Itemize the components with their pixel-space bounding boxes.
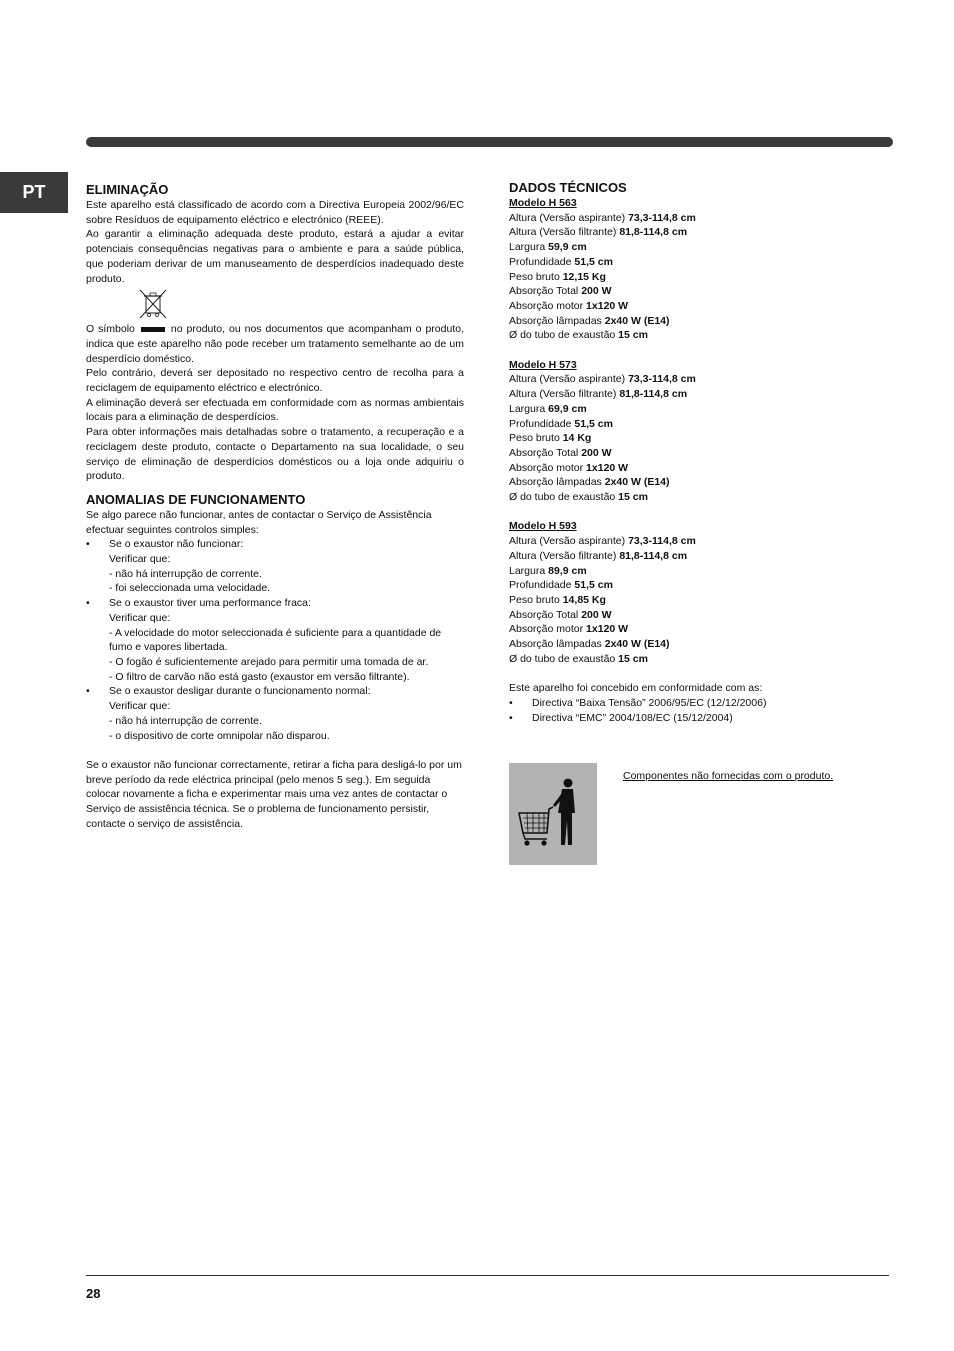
spec-row — [509, 446, 869, 461]
spec-value: 73,3-114,8 cm — [628, 535, 696, 548]
spec-value: 2x40 W (E14) — [604, 314, 670, 327]
spec-value: 2x40 W (E14) — [604, 638, 670, 651]
spec-value: 81,8-114,8 cm — [619, 388, 688, 401]
paragraph: A eliminação deverá ser efectuada em conformidade com as normas ambientais locais para a eliminação de desperdícios. — [86, 396, 464, 424]
paragraph: Este aparelho foi concebido em conformidade com as: — [509, 682, 763, 695]
spec-value: 59,9 cm — [548, 241, 587, 254]
spec-label: Altura (Versão filtrante) — [509, 226, 617, 239]
spec-label: Absorção lâmpadas — [509, 314, 602, 327]
spec-value: 14 Kg — [562, 432, 592, 445]
spec-row — [509, 622, 869, 637]
spec-label: Altura (Versão aspirante) — [509, 535, 626, 548]
paragraph: Para obter informações mais detalhadas sobre o tratamento, a recuperação e a reciclagem deste produto, contacte o Departamento na sua localidade, o seu serviço de eliminação de desperdícios domésticos ou a loja onde adquiriu o produto. — [86, 426, 464, 483]
spec-value: 73,3-114,8 cm — [628, 373, 696, 386]
cart-note: Componentes não fornecidas com o produto. — [623, 770, 834, 782]
model-spec-block — [509, 196, 869, 358]
header-rule — [86, 137, 893, 147]
spec-label: Profundidade — [509, 579, 572, 592]
right-column — [509, 180, 869, 725]
spec-value: 15 cm — [618, 491, 648, 504]
spec-label: Largura — [509, 564, 546, 577]
spec-row — [509, 387, 869, 402]
spec-label: Absorção lâmpadas — [509, 476, 602, 489]
shopping-cart-person-image — [509, 763, 597, 865]
spec-row — [509, 417, 869, 432]
spec-row — [509, 270, 869, 285]
spec-value: 1x120 W — [586, 623, 629, 636]
section-title-eliminacao: ELIMINAÇÃO — [86, 182, 169, 197]
footer-rule — [86, 1275, 889, 1276]
spec-row — [509, 211, 869, 226]
spec-row — [509, 431, 869, 446]
list-item: • Se o exaustor não funcionar: — [86, 538, 244, 551]
crossed-bin-icon — [138, 288, 168, 320]
spec-row — [509, 637, 869, 652]
spec-value: 1x120 W — [586, 299, 629, 312]
model-title: Modelo H 573 — [509, 358, 577, 371]
spec-value: 73,3-114,8 cm — [628, 211, 696, 224]
spec-value: 81,8-114,8 cm — [619, 549, 688, 562]
spec-row — [509, 593, 869, 608]
paragraph: Se o exaustor não funcionar correctamente, retirar a ficha para desligá-lo por um breve período da rede eléctrica principal (pelo menos 5 seg.). Em seguida colocar novamente a ficha e experimentar mais uma vez antes de contactar o Serviço de assistência técnica. Se o problema de funcionamento persistir, contacte o serviço de assistência. — [86, 758, 462, 830]
left-column — [86, 182, 464, 831]
language-tab: PT — [0, 172, 68, 213]
spec-row — [509, 372, 869, 387]
model-spec-block — [509, 519, 869, 681]
list-item-detail: Verificar que: - não há interrupção de corrente. - o dispositivo de corte omnipolar não disparou. — [109, 700, 330, 742]
spec-row — [509, 284, 869, 299]
spec-row — [509, 608, 869, 623]
model-spec-block — [509, 358, 869, 520]
spec-value: 81,8-114,8 cm — [619, 226, 688, 239]
spec-value: 69,9 cm — [548, 402, 587, 415]
spec-value: 12,15 Kg — [562, 270, 606, 283]
paragraph: Ao garantir a eliminação adequada deste produto, estará a ajudar a evitar potenciais consequências negativas para o ambiente e para a saúde pública, que poderiam derivar de um manuseamento de desperdícios inadequado deste produto. — [86, 228, 464, 285]
list-item: • Directiva “Baixa Tensão” 2006/95/EC (12/12/2006) — [509, 696, 767, 709]
spec-value: 15 cm — [618, 329, 648, 342]
spec-label: Peso bruto — [509, 432, 560, 445]
list-item: • Directiva “EMC” 2004/108/EC (15/12/2004) — [509, 711, 733, 724]
spec-row — [509, 225, 869, 240]
spec-row — [509, 652, 869, 667]
spec-label: Absorção Total — [509, 285, 579, 298]
bar-symbol-icon — [141, 327, 165, 332]
spec-label: Profundidade — [509, 255, 572, 268]
spec-row — [509, 255, 869, 270]
spec-label: Ø do tubo de exaustão — [509, 329, 616, 342]
section-title-dados-tecnicos: DADOS TÉCNICOS — [509, 180, 627, 195]
list-item-detail: Verificar que: - não há interrupção de corrente. - foi seleccionada uma velocidade. — [109, 553, 271, 595]
list-item: • Se o exaustor tiver uma performance fraca: — [86, 597, 311, 610]
spec-value: 89,9 cm — [548, 564, 587, 577]
list-item: • Se o exaustor desligar durante o funcionamento normal: — [86, 685, 371, 698]
models-list — [509, 196, 869, 681]
weee-symbol-row — [86, 286, 464, 322]
spec-label: Absorção motor — [509, 623, 584, 636]
spec-label: Largura — [509, 241, 546, 254]
spec-value: 200 W — [581, 446, 612, 459]
spec-value: 2x40 W (E14) — [604, 476, 670, 489]
spec-value: 51,5 cm — [574, 417, 613, 430]
spec-label: Altura (Versão filtrante) — [509, 388, 617, 401]
spec-row — [509, 578, 869, 593]
spec-label: Peso bruto — [509, 270, 560, 283]
spec-label: Absorção lâmpadas — [509, 638, 602, 651]
spec-label: Ø do tubo de exaustão — [509, 652, 616, 665]
spec-row — [509, 240, 869, 255]
spec-value: 51,5 cm — [574, 579, 613, 592]
spec-row — [509, 314, 869, 329]
paragraph: O símbolo no produto, ou nos documentos que acompanham o produto, indica que este aparelho não pode receber um tratamento semelhante ao de um desperdício doméstico. — [86, 323, 464, 365]
spec-row — [509, 475, 869, 490]
paragraph: Este aparelho está classificado de acordo com a Directiva Europeia 2002/96/EC sobre Resíduos de equipamento eléctrico e electrónico (REEE). — [86, 199, 464, 226]
spec-label: Profundidade — [509, 417, 572, 430]
spec-label: Largura — [509, 402, 546, 415]
spec-row — [509, 461, 869, 476]
spec-value: 14,85 Kg — [562, 593, 606, 606]
spec-row — [509, 564, 869, 579]
spec-value: 200 W — [581, 285, 612, 298]
spec-value: 51,5 cm — [574, 255, 613, 268]
model-title: Modelo H 593 — [509, 520, 577, 533]
spec-row — [509, 534, 869, 549]
page-number: 28 — [86, 1286, 101, 1301]
spec-label: Peso bruto — [509, 593, 560, 606]
spec-label: Absorção motor — [509, 461, 584, 474]
person-with-cart-icon — [509, 763, 597, 865]
spec-label: Altura (Versão filtrante) — [509, 549, 617, 562]
spec-label: Absorção motor — [509, 299, 584, 312]
spec-row — [509, 490, 869, 505]
spec-label: Altura (Versão aspirante) — [509, 211, 626, 224]
model-title: Modelo H 563 — [509, 197, 577, 209]
spec-label: Ø do tubo de exaustão — [509, 491, 616, 504]
list-item-detail: Verificar que: - A velocidade do motor seleccionada é suficiente para a quantidade de fumo e vapores libertada. - O fogão é suficientemente arejado para permitir uma tomada de ar. - O filtro de carvão não está gasto (exaustor em versão filtrante). — [109, 611, 442, 683]
spec-label: Absorção Total — [509, 608, 579, 621]
spec-row — [509, 402, 869, 417]
paragraph: Pelo contrário, deverá ser depositado no respectivo centro de recolha para a reciclagem de equipamento eléctrico e electrónico. — [86, 367, 464, 395]
spec-label: Absorção Total — [509, 446, 579, 459]
spec-row — [509, 328, 869, 343]
spec-row — [509, 299, 869, 314]
spec-row — [509, 549, 869, 564]
section-title-anomalias: ANOMALIAS DE FUNCIONAMENTO — [86, 491, 306, 507]
spec-value: 1x120 W — [586, 461, 629, 474]
spec-value: 15 cm — [618, 652, 648, 665]
spec-value: 200 W — [581, 608, 612, 621]
spec-label: Altura (Versão aspirante) — [509, 373, 626, 386]
paragraph: Se algo parece não funcionar, antes de contactar o Serviço de Assistência efectuar seguintes controlos simples: — [86, 508, 432, 536]
